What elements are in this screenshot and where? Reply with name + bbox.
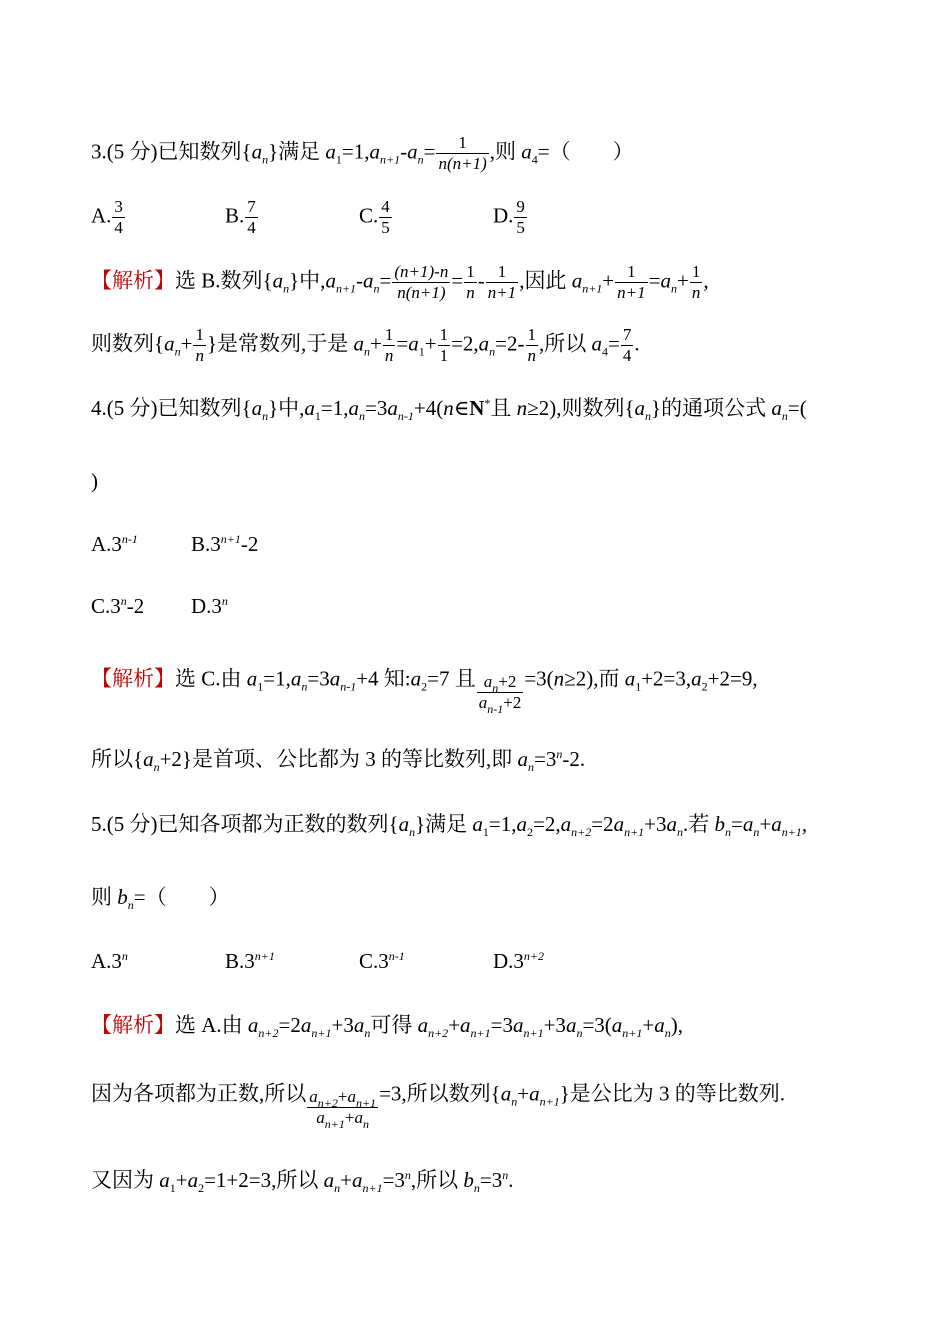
q3-option-b[interactable]: B. $\frac{7}{4}$	[225, 197, 256, 237]
q3-option-c[interactable]: C. $\frac{4}{5}$	[359, 197, 390, 237]
q5-solution-line2: 因为各项都为正数,所以 $\frac{a_{n+2}+a_{n+1}}{a_{n+1}+a_n}$ =3,所以数列$\{a_n+a_{n+1}\}$是公比为 3 的等比数列.	[91, 1081, 786, 1131]
q5-solution-line3: 又因为 $a_1+a_2=1+2=3$,所以 $a_n+a_{n+1}=3^n$,所以 $b_n=3^n$.	[91, 1168, 514, 1195]
q5-option-d[interactable]: $D.3^{n+2}$	[493, 949, 545, 973]
q4-option-a[interactable]: A.3$^{n-1}$	[91, 532, 138, 556]
q5-option-c[interactable]: C.3$^{n-1}$	[359, 949, 405, 973]
q3-options	[91, 197, 791, 237]
q4-option-d[interactable]: D.3$^n$	[191, 594, 228, 618]
q5-option-a[interactable]: A.3$^n$	[91, 949, 128, 973]
q4-option-b[interactable]: $B.3^{n+1}-2$	[191, 532, 259, 556]
q5-options	[91, 947, 791, 977]
q4-option-c[interactable]: C.3$^n$-2	[91, 594, 145, 618]
q4-options-row2	[91, 592, 491, 622]
q5-stem: 5.(5 分)已知各项都为正数的数列$\{a_n\}$满足 $a_1=1,a_2=2,a_{n+2}=2a_{n+1}+3a_n$.若 $b_n=a_n+a_{n+1}$,	[91, 812, 808, 839]
solution-tag: 【解析】	[91, 1013, 175, 1037]
q3-option-a[interactable]: A. $\frac{3}{4}$	[91, 197, 123, 237]
q3-stem: 3.(5 分)已知数列$\{a_n\}$满足 $a_1=1,a_{n+1}-a_n=$ $\frac{1}{n(n+1)}$ ,则 $a_4=$（ ）	[91, 133, 634, 173]
q3-solution-line2: 则数列{$a_n+$ $\frac{1}{n}$ }是常数列,于是 $a_n+$ $\frac{1}{n}$ $=a_1+$ $\frac{1}{1}$ $=2,a_n=2-$ $\frac{1}{n}$ ,所以 $a_4=$ $\frac{7}{4}$ .	[91, 325, 640, 365]
solution-tag: 【解析】	[91, 268, 175, 293]
q5-solution-line1: 【解析】选 A.由 $a_{n+2}=2a_{n+1}+3a_n$可得 $a_{n+2}+a_{n+1}=3a_{n+1}+3a_n=3(a_{n+1}+a_n)$,	[91, 1013, 683, 1040]
q4-solution-line1: 【解析】选 C.由 $a_1=1,a_n=3a_{n-1}+4$ 知$:a_2=7$ 且 $\frac{a_n+2}{a_{n-1}+2}$ =3(n≥2),而 $a_1+2=3,a_2+2=9$,	[91, 666, 758, 716]
q3-fraction: $\frac{1}{n(n+1)}$	[438, 133, 487, 173]
q4-stem: 4.(5 分)已知数列$\{a_n\}$中$,a_1=1,a_n=3a_{n-1}+4(n\in N^*$且 n≥2),则数列$\{a_n\}$的通项公式 $a_n=$(	[91, 396, 807, 423]
q5-option-b[interactable]: $B.3^{n+1}$	[225, 949, 275, 973]
solution-tag: 【解析】	[91, 666, 175, 691]
q4-stem-close: )	[91, 469, 98, 493]
q3-option-d[interactable]: D. $\frac{9}{5}$	[493, 197, 525, 237]
q5-stem-line2: 则 $b_n=$（ ）	[91, 885, 230, 912]
q4-options-row1	[91, 530, 491, 560]
q3-solution-line1: 【解析】选 B.数列$\{a_n\}$中$,a_{n+1}-a_n=$ $\frac{(n+1)-n}{n(n+1)}$ = $\frac{1}{n}$ - $\frac{1}{n+1}$ ,因此 $a_{n+1}+$ $\frac{1}{n+1}$ $=a_n+$ $\frac{1}{n}$ ,	[91, 262, 709, 302]
q4-solution-line2: 所以$\{a_n+2\}$是首项、公比都为 3 的等比数列,即 $a_n=3^n-2$.	[91, 747, 586, 774]
